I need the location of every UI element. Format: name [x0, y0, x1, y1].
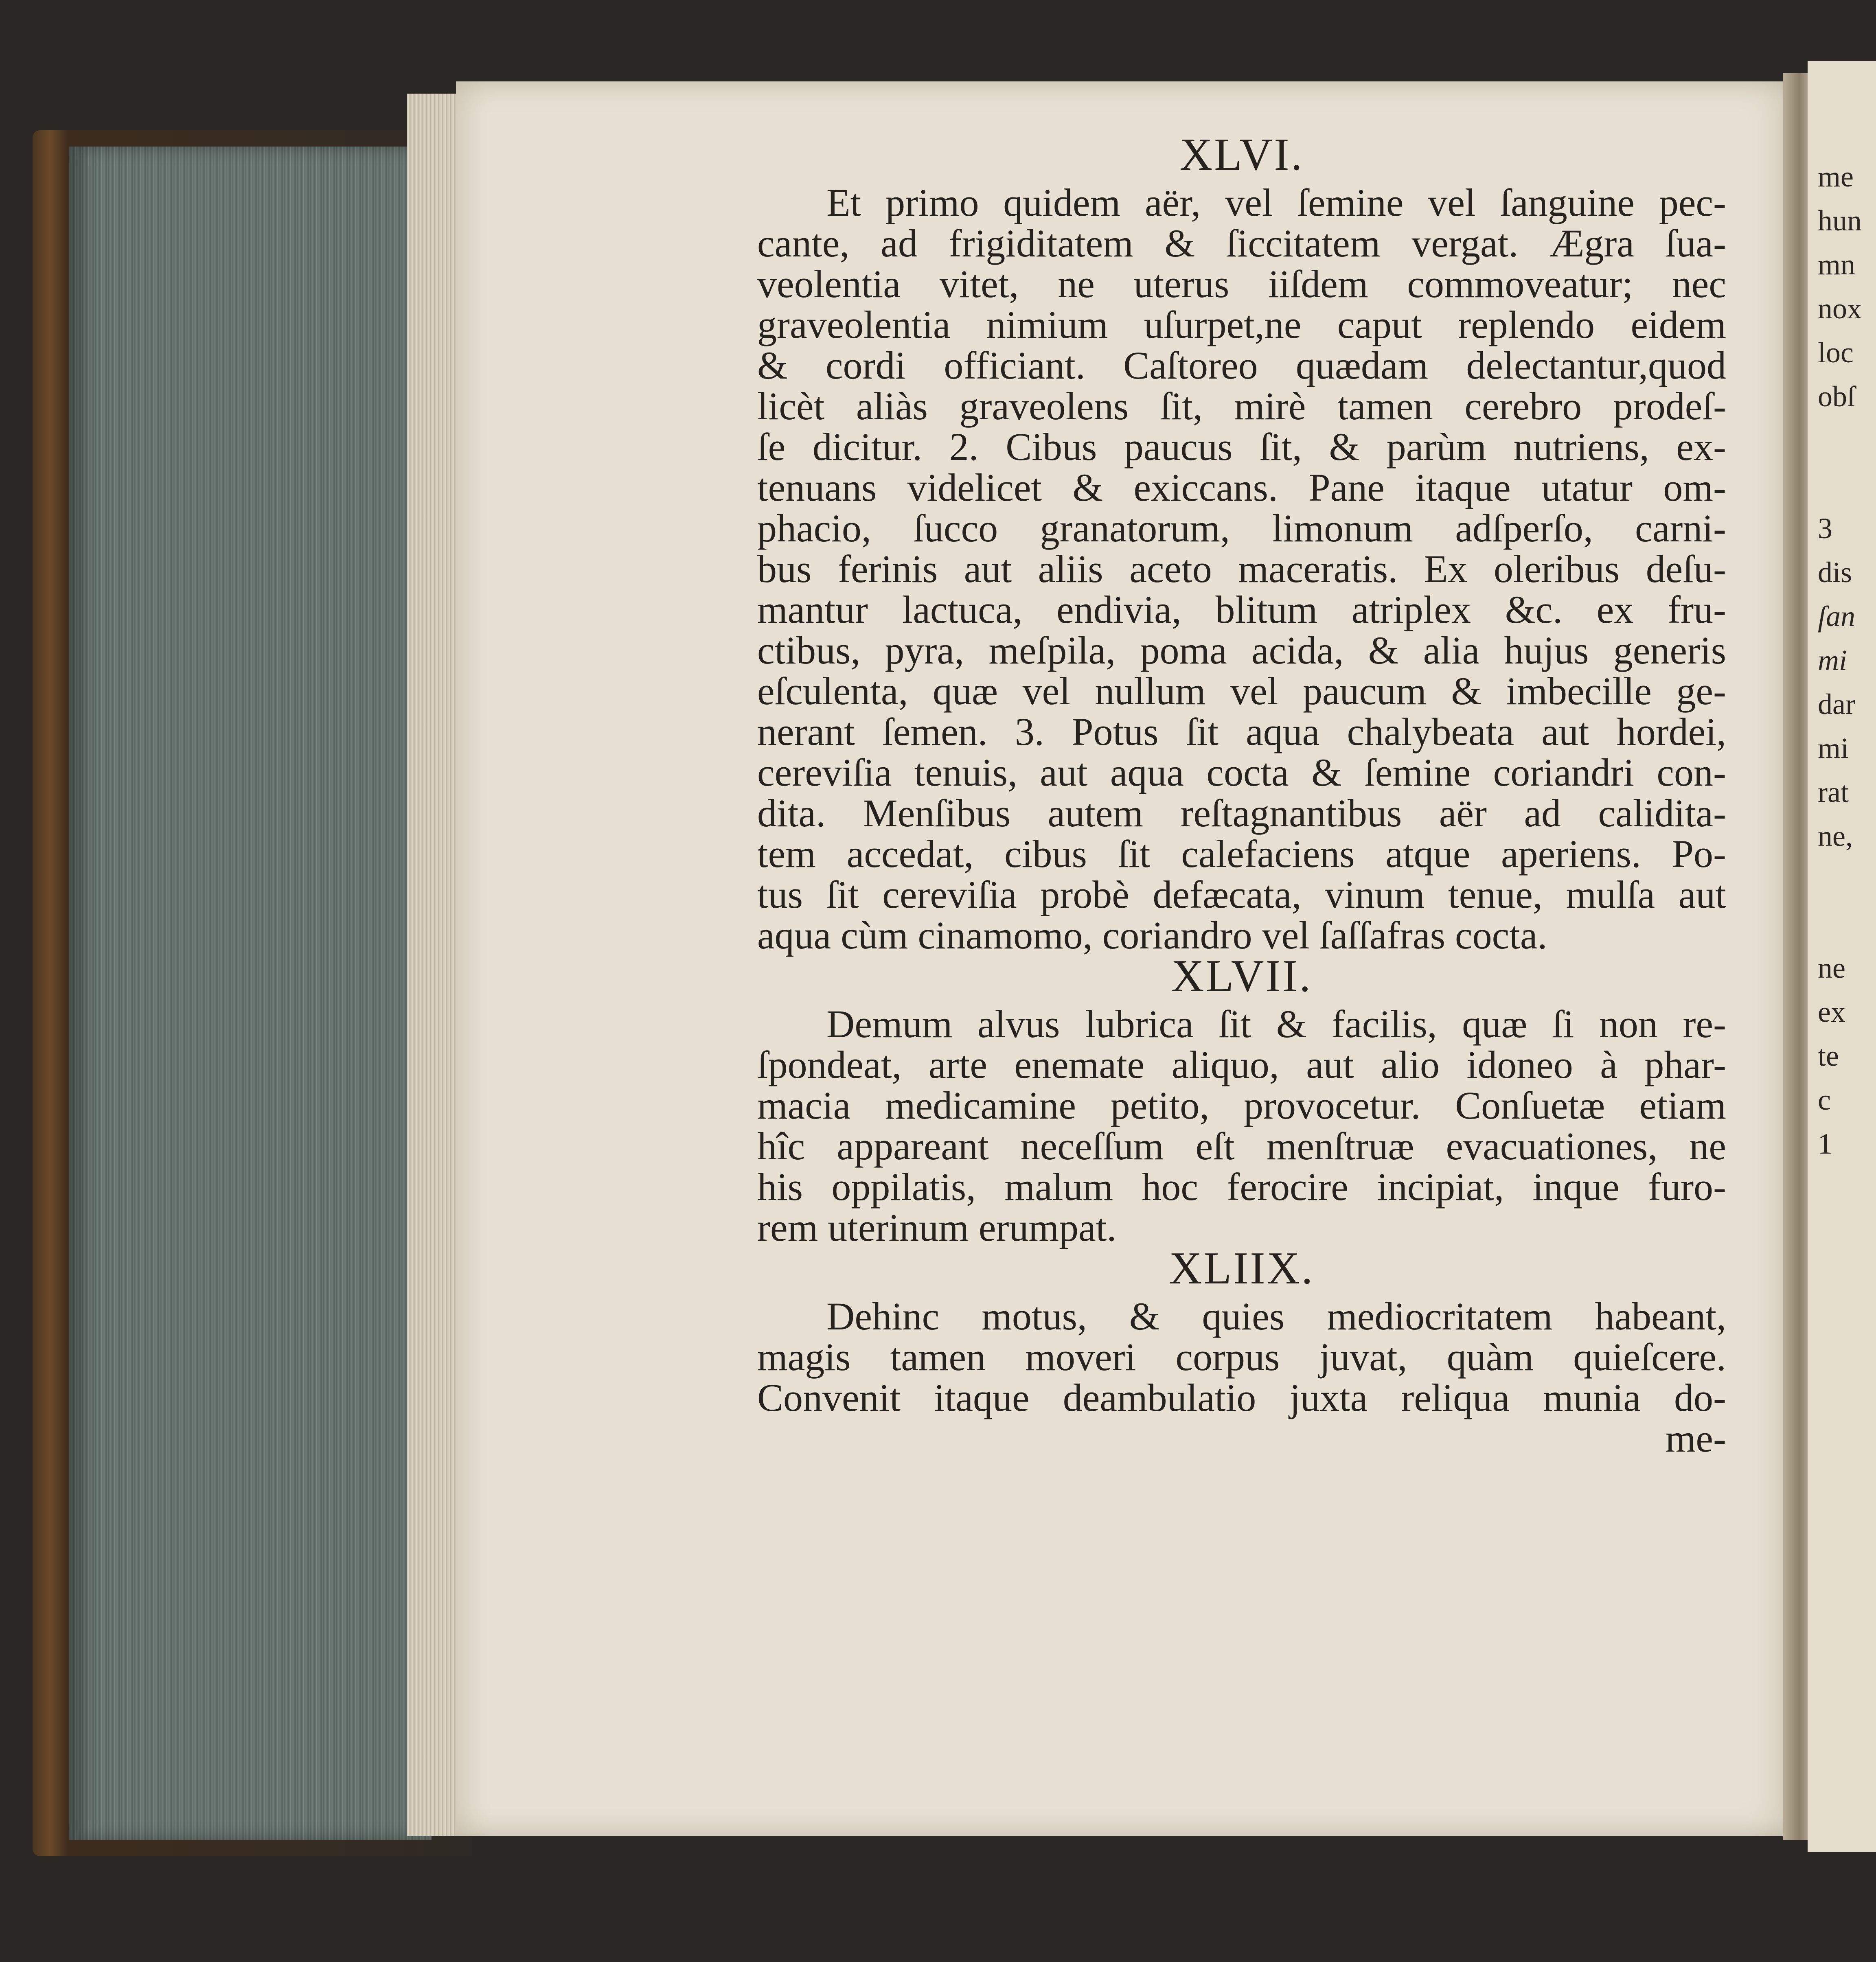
text-line: ctibus, pyra, meſpila, poma acida, & alia hujus generis [757, 628, 1726, 672]
right-fragment: hun [1818, 204, 1862, 237]
right-fragment: ne [1818, 952, 1845, 984]
text-line: veolentia vitet, ne uterus iiſdem commoveatur; nec [757, 262, 1726, 306]
text-line: cereviſia tenuis, aut aqua cocta & ſemine coriandri con- [757, 751, 1726, 794]
text-line: hîc appareant neceſſum eſt menſtruæ evacuationes, ne [757, 1124, 1726, 1168]
catchword: me- [1665, 1417, 1726, 1460]
right-fragment: mi [1818, 732, 1849, 764]
section-heading: XLIIX. [1169, 1243, 1315, 1294]
text-line: his oppilatis, malum hoc ferocire incipiat, inque furo- [757, 1165, 1726, 1209]
right-fragment: me [1818, 160, 1854, 193]
right-fragment: 1 [1818, 1128, 1832, 1160]
text-line: bus ferinis aut aliis aceto maceratis. Ex oleribus deſu- [757, 547, 1726, 591]
right-fragment: dis [1818, 556, 1852, 589]
right-fragment: c [1818, 1084, 1831, 1116]
right-fragment: ne, [1818, 820, 1853, 852]
text-line: Dehinc motus, & quies mediocritatem habeant, [826, 1294, 1726, 1338]
right-fragment: mn [1818, 248, 1856, 281]
right-fragment: obſ [1818, 380, 1856, 413]
text-line: eſculenta, quæ vel nullum vel paucum & imbecille ge- [757, 669, 1726, 713]
book-fore-edge [69, 147, 432, 1840]
text-line: phacio, ſucco granatorum, limonum adſperſo, carni- [757, 506, 1726, 550]
section-heading: XLVI. [1179, 129, 1304, 180]
text-line: graveolentia nimium uſurpet,ne caput replendo eidem [757, 303, 1726, 346]
text-line: cante, ad frigiditatem & ſiccitatem vergat. Ægra ſua- [757, 221, 1726, 265]
right-fragment: te [1818, 1040, 1839, 1072]
text-line: rem uterinum erumpat. [757, 1206, 1117, 1249]
text-line: Demum alvus lubrica ſit & facilis, quæ ſi non re- [826, 1002, 1726, 1046]
right-fragment: 3 [1818, 512, 1832, 545]
text-line: licèt aliàs graveolens ſit, mirè tamen cerebro prodeſ- [757, 384, 1726, 428]
text-line: aqua cùm cinamomo, coriandro vel ſaſſafras cocta. [757, 913, 1547, 957]
right-fragment: loc [1818, 336, 1854, 369]
text-line: dita. Menſibus autem reſtagnantibus aër ad calidita- [757, 791, 1726, 835]
right-fragment: ex [1818, 996, 1845, 1028]
text-line: tus ſit cereviſia probè defæcata, vinum tenue, mulſa aut [757, 873, 1726, 916]
text-line: tem accedat, cibus ſit calefaciens atque aperiens. Po- [757, 832, 1726, 876]
text-line: ſpondeat, arte enemate aliquo, aut alio idoneo à phar- [757, 1043, 1726, 1086]
right-fragment: nox [1818, 292, 1862, 325]
text-line: macia medicamine petito, provocetur. Conſuetæ etiam [757, 1084, 1726, 1127]
text-line: Et primo quidem aër, vel ſemine vel ſanguine pec- [826, 181, 1726, 224]
right-fragment-gap [1818, 858, 1875, 946]
page-stack [407, 94, 460, 1836]
right-fragment: dar [1818, 688, 1855, 720]
right-fragment-gap [1818, 418, 1875, 506]
text-line: nerant ſemen. 3. Potus ſit aqua chalybeata aut hordei, [757, 710, 1726, 753]
text-line: mantur lactuca, endivia, blitum atriplex &c. ex fru- [757, 588, 1726, 631]
right-page-text-fragments [1818, 155, 1875, 1166]
left-page-text [757, 129, 1726, 1460]
text-line: ſe dicitur. 2. Cibus paucus ſit, & parùm nutriens, ex- [757, 425, 1726, 469]
text-line: Convenit itaque deambulatio juxta reliqua munia do- [757, 1376, 1726, 1419]
section-heading: XLVII. [1171, 951, 1313, 1001]
right-fragment: ſan [1818, 600, 1856, 633]
right-fragment: rat [1818, 776, 1849, 808]
text-line: magis tamen moveri corpus juvat, quàm quieſcere. [757, 1335, 1726, 1379]
right-fragment: mi [1818, 644, 1847, 677]
text-line: & cordi officiant. Caſtoreo quædam delectantur,quod [757, 344, 1726, 387]
text-line: tenuans videlicet & exiccans. Pane itaque utatur om- [757, 466, 1726, 509]
